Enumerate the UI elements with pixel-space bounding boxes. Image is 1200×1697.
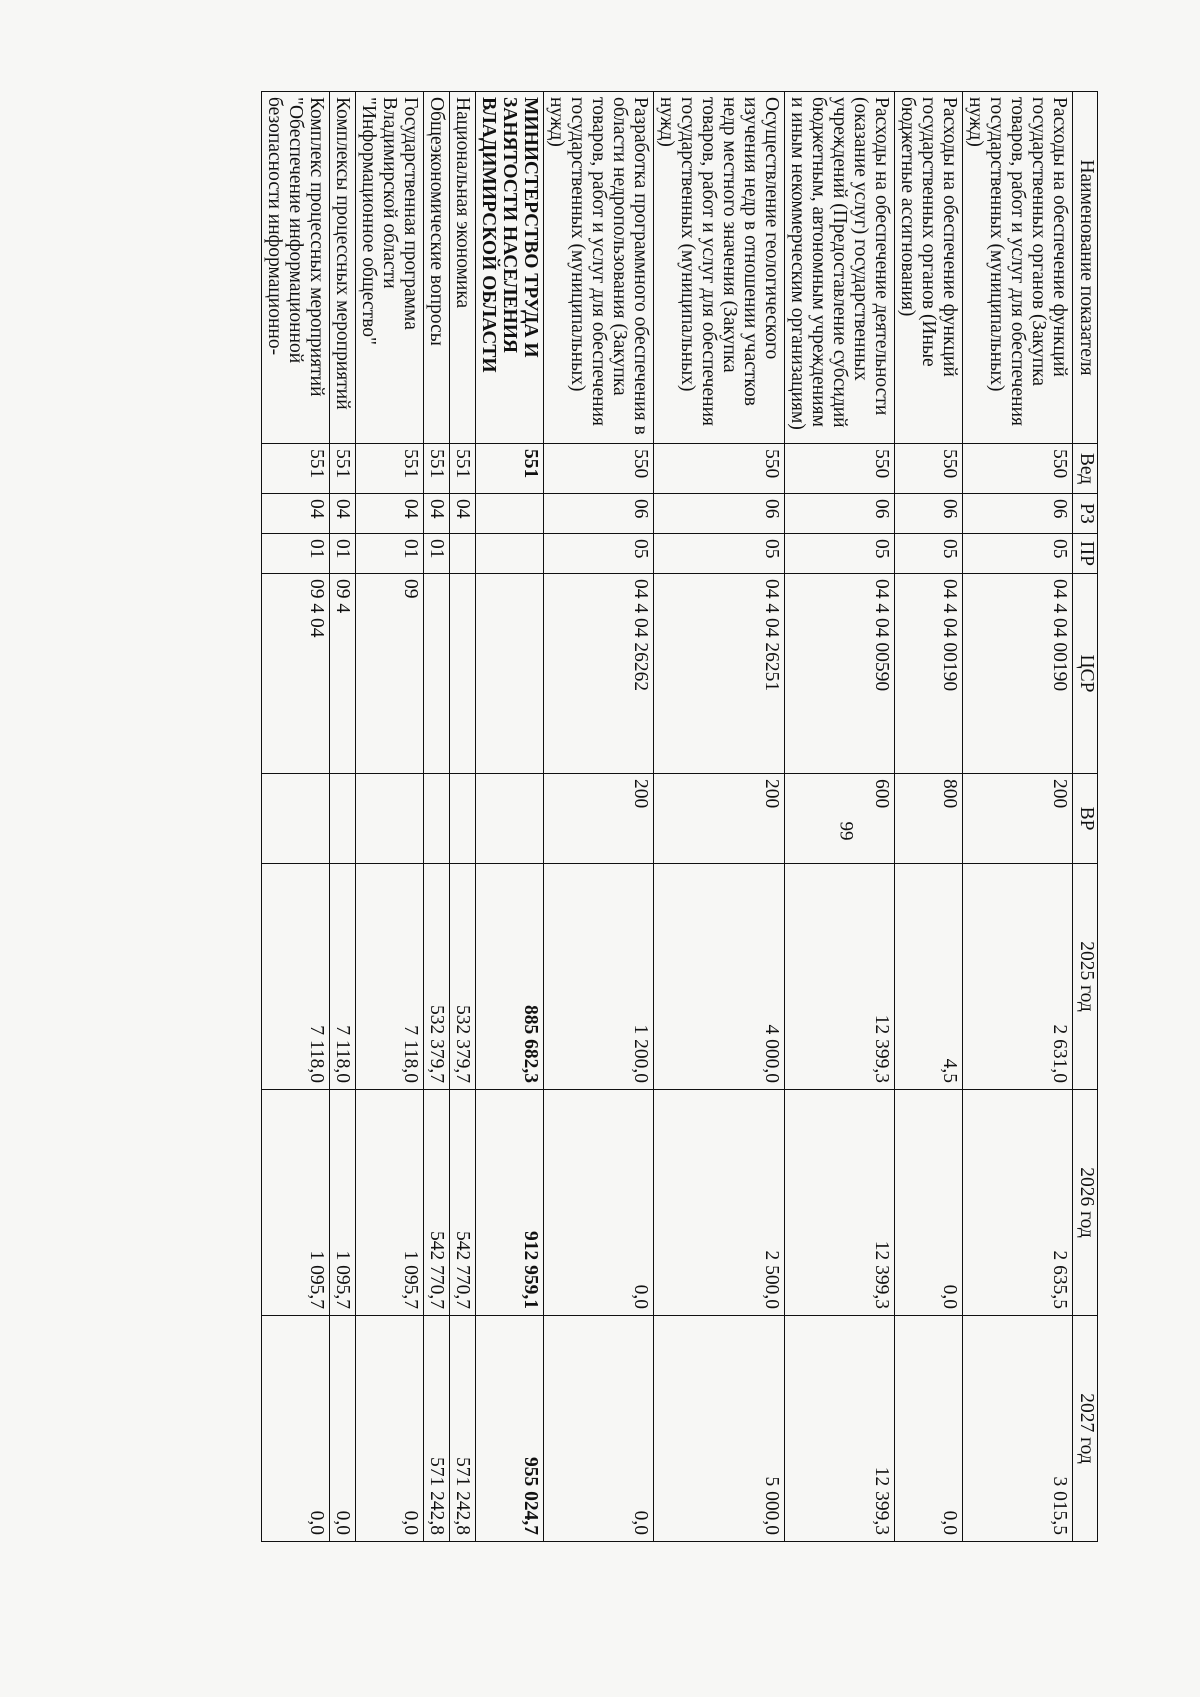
cell-2027: 0,0: [262, 1316, 330, 1542]
header-ved: Вед: [1073, 444, 1098, 494]
cell-name: Осуществление геологического изучения недр в отношении участков недр местного значения (Закупка товаров, работ и услуг для обеспечения государственных (муниципальных) нужд): [654, 92, 785, 444]
cell-pr: 01: [356, 534, 424, 574]
budget-table: [261, 91, 1098, 1542]
cell-ved: 550: [895, 444, 963, 494]
cell-2026: 1 095,7: [330, 1090, 356, 1316]
cell-2025: 7 118,0: [330, 864, 356, 1090]
cell-2027: 5 000,0: [654, 1316, 785, 1542]
cell-pr: 05: [654, 534, 785, 574]
cell-vr: 200: [654, 774, 785, 864]
cell-rz: 06: [544, 494, 654, 534]
budget-table-container: [48, 91, 1098, 1541]
cell-name: МИНИСТЕРСТВО ТРУДА И ЗАНЯТОСТИ НАСЕЛЕНИЯ ВЛАДИМИРСКОЙ ОБЛАСТИ: [476, 92, 544, 444]
cell-2025: 7 118,0: [262, 864, 330, 1090]
cell-csr: 09 4 04: [262, 574, 330, 774]
table-header-row: [1073, 92, 1098, 1542]
cell-ved: 550: [785, 444, 895, 494]
cell-2027: 12 399,3: [785, 1316, 895, 1542]
cell-pr: 01: [330, 534, 356, 574]
cell-vr: [450, 774, 476, 864]
table-row: [963, 92, 1073, 1542]
cell-rz: 04: [262, 494, 330, 534]
cell-csr: 09 4: [330, 574, 356, 774]
cell-2025: 1 200,0: [544, 864, 654, 1090]
cell-vr: 200: [544, 774, 654, 864]
cell-2025: 532 379,7: [450, 864, 476, 1090]
header-csr: ЦСР: [1073, 574, 1098, 774]
header-2025: 2025 год: [1073, 864, 1098, 1090]
cell-csr: 04 4 04 00190: [895, 574, 963, 774]
table-row: [262, 92, 330, 1542]
cell-2026: 1 095,7: [356, 1090, 424, 1316]
cell-name: Комплекс процессных мероприятий "Обеспечение информационной безопасности информационно-: [262, 92, 330, 444]
table-row: [424, 92, 450, 1542]
cell-2027: 0,0: [330, 1316, 356, 1542]
cell-ved: 551: [450, 444, 476, 494]
cell-csr: [424, 574, 450, 774]
cell-2025: 885 682,3: [476, 864, 544, 1090]
cell-pr: 05: [785, 534, 895, 574]
cell-rz: 06: [895, 494, 963, 534]
cell-pr: [476, 534, 544, 574]
cell-csr: [450, 574, 476, 774]
cell-rz: 04: [450, 494, 476, 534]
cell-csr: [476, 574, 544, 774]
cell-name: Государственная программа Владимирской области "Информационное общество": [356, 92, 424, 444]
cell-2026: 0,0: [895, 1090, 963, 1316]
cell-2025: 4 000,0: [654, 864, 785, 1090]
cell-rz: 04: [424, 494, 450, 534]
cell-csr: 09: [356, 574, 424, 774]
cell-2027: 3 015,5: [963, 1316, 1073, 1542]
cell-2026: 1 095,7: [262, 1090, 330, 1316]
cell-2025: 12 399,3: [785, 864, 895, 1090]
header-2027: 2027 год: [1073, 1316, 1098, 1542]
cell-2027: 955 024,7: [476, 1316, 544, 1542]
cell-2026: 542 770,7: [424, 1090, 450, 1316]
cell-csr: 04 4 04 26251: [654, 574, 785, 774]
cell-pr: 05: [963, 534, 1073, 574]
table-row: [895, 92, 963, 1542]
cell-name: Комплексы процессных мероприятий: [330, 92, 356, 444]
cell-rz: 06: [963, 494, 1073, 534]
cell-rz: 06: [785, 494, 895, 534]
table-row: [356, 92, 424, 1542]
cell-name: Расходы на обеспечение функций государственных органов (Иные бюджетные ассигнования): [895, 92, 963, 444]
cell-pr: [450, 534, 476, 574]
cell-2026: 2 635,5: [963, 1090, 1073, 1316]
table-row: [450, 92, 476, 1542]
cell-ved: 550: [654, 444, 785, 494]
header-vr: ВР: [1073, 774, 1098, 864]
cell-2027: 0,0: [544, 1316, 654, 1542]
cell-pr: 05: [544, 534, 654, 574]
cell-rz: 06: [654, 494, 785, 534]
cell-rz: 04: [330, 494, 356, 534]
cell-rz: 04: [356, 494, 424, 534]
cell-vr: [262, 774, 330, 864]
cell-name: Разработка программного обеспечения в области недропользования (Закупка товаров, работ и услуг для обеспечения государственных (муниципальных) нужд): [544, 92, 654, 444]
cell-vr: 800: [895, 774, 963, 864]
cell-ved: 551: [424, 444, 450, 494]
cell-ved: 551: [262, 444, 330, 494]
cell-vr: [424, 774, 450, 864]
cell-name: Общеэкономические вопросы: [424, 92, 450, 444]
table-row: [785, 92, 895, 1542]
cell-2026: 542 770,7: [450, 1090, 476, 1316]
cell-ved: 550: [963, 444, 1073, 494]
cell-2027: 571 242,8: [424, 1316, 450, 1542]
cell-2026: 912 959,1: [476, 1090, 544, 1316]
cell-2025: 7 118,0: [356, 864, 424, 1090]
cell-vr: [356, 774, 424, 864]
cell-2027: 0,0: [895, 1316, 963, 1542]
cell-name: Расходы на обеспечение функций государственных органов (Закупка товаров, работ и услуг для обеспечения государственных (муниципальных) нужд): [963, 92, 1073, 444]
cell-2025: 4,5: [895, 864, 963, 1090]
cell-vr: [476, 774, 544, 864]
cell-csr: 04 4 04 00190: [963, 574, 1073, 774]
cell-csr: 04 4 04 00590: [785, 574, 895, 774]
header-pr: ПР: [1073, 534, 1098, 574]
table-row: [330, 92, 356, 1542]
cell-pr: 01: [424, 534, 450, 574]
table-row: [654, 92, 785, 1542]
cell-vr: 600: [785, 774, 895, 864]
header-2026: 2026 год: [1073, 1090, 1098, 1316]
cell-csr: 04 4 04 26262: [544, 574, 654, 774]
page-number: 99: [835, 821, 857, 841]
cell-name: Расходы на обеспечение деятельности (оказание услуг) государственных учреждений (Предоставление субсидий бюджетным, автономным учреждениям и иным некоммерческим организациям): [785, 92, 895, 444]
header-rz: РЗ: [1073, 494, 1098, 534]
cell-ved: 550: [544, 444, 654, 494]
cell-2025: 2 631,0: [963, 864, 1073, 1090]
cell-2026: 2 500,0: [654, 1090, 785, 1316]
cell-2025: 532 379,7: [424, 864, 450, 1090]
cell-2027: 0,0: [356, 1316, 424, 1542]
cell-ved: 551: [356, 444, 424, 494]
cell-2026: 0,0: [544, 1090, 654, 1316]
cell-pr: 05: [895, 534, 963, 574]
cell-2027: 571 242,8: [450, 1316, 476, 1542]
cell-vr: 200: [963, 774, 1073, 864]
cell-ved: 551: [476, 444, 544, 494]
table-row-ministry: [476, 92, 544, 1542]
cell-2026: 12 399,3: [785, 1090, 895, 1316]
cell-vr: [330, 774, 356, 864]
header-name: Наименование показателя: [1073, 92, 1098, 444]
cell-name: Национальная экономика: [450, 92, 476, 444]
cell-ved: 551: [330, 444, 356, 494]
cell-rz: [476, 494, 544, 534]
table-row: [544, 92, 654, 1542]
cell-pr: 01: [262, 534, 330, 574]
